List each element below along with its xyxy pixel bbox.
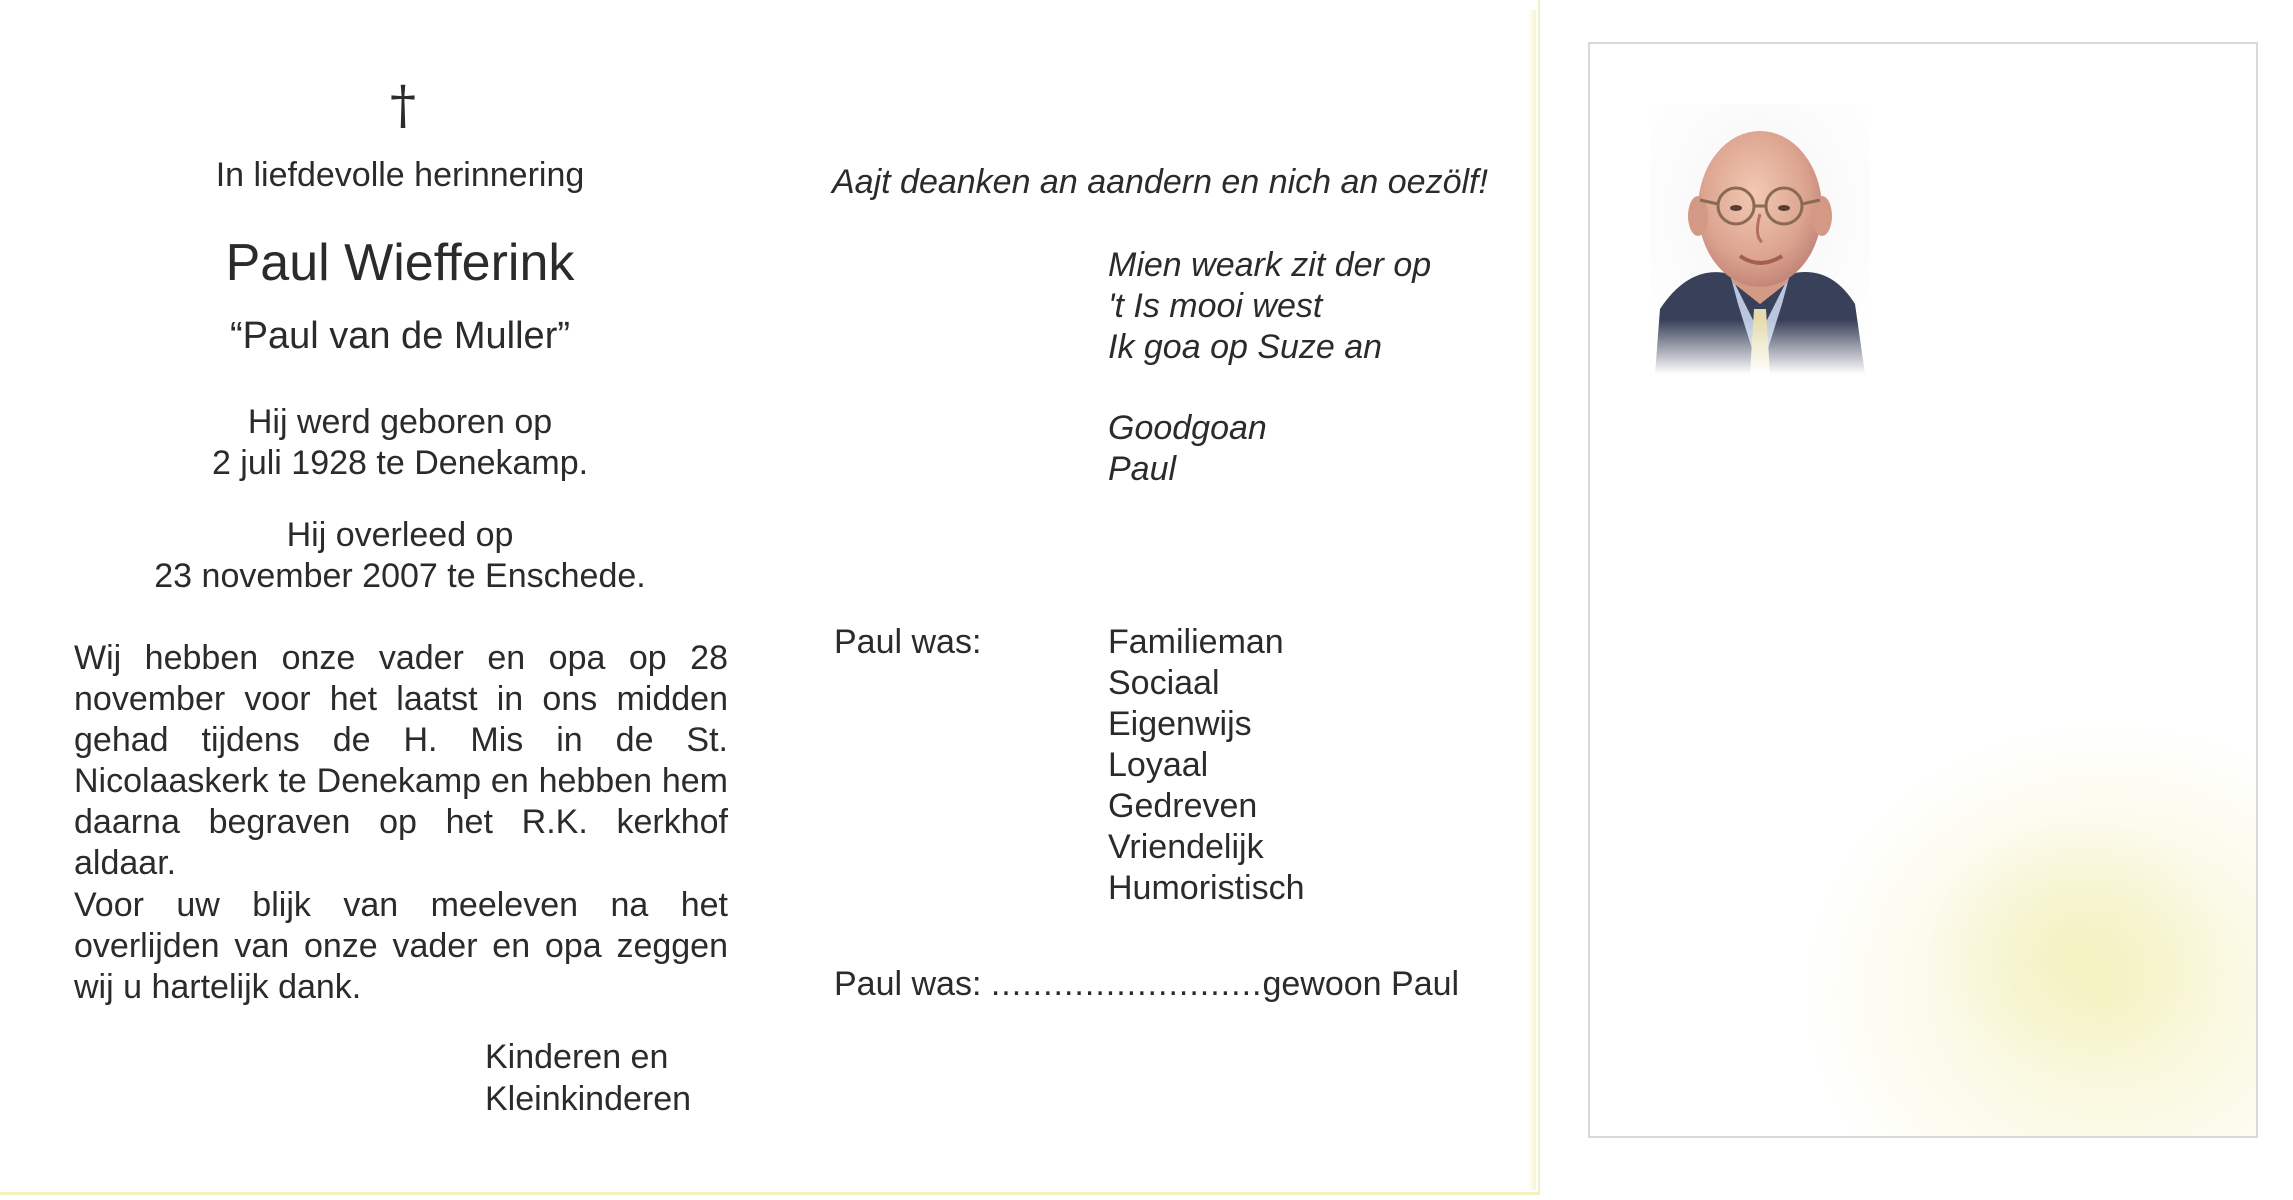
thanks-paragraph: Voor uw blijk van meeleven na het overlijden van onze vader en opa zeggen wij u hartelijk dank. <box>74 886 728 1006</box>
poem <box>1108 245 1528 368</box>
nickname: “Paul van de Muller” <box>229 315 571 357</box>
cross-icon: † <box>390 76 416 136</box>
poem-line: Ik goa op Suze an <box>1108 328 1383 366</box>
motto: Aajt deanken an aandern en nich an oezölf! <box>832 163 1488 201</box>
signature-line-1: Kinderen en <box>485 1038 669 1076</box>
final-dots: .......................... <box>990 965 1263 1003</box>
portrait-photo <box>1650 104 1870 374</box>
death-line-2: 23 november 2007 te Enschede. <box>154 557 646 595</box>
signoff <box>1108 408 1408 490</box>
deceased-name: Paul Wiefferink <box>225 234 575 292</box>
birth-line-1: Hij werd geboren op <box>247 403 553 441</box>
signoff-line: Goodgoan <box>1108 409 1267 447</box>
intro-text: In liefdevolle herinnering <box>215 156 585 194</box>
final-value: gewoon Paul <box>1262 965 1460 1003</box>
signature <box>485 1036 745 1120</box>
flower-background-highlight <box>1926 816 2226 1076</box>
traits-list <box>1108 622 1304 909</box>
final-line <box>834 964 1459 1005</box>
trait-item: Loyaal <box>1108 746 1209 784</box>
poem-line: 't Is mooi west <box>1108 287 1323 325</box>
front-cover <box>1588 42 2258 1138</box>
trait-item: Gedreven <box>1108 787 1258 825</box>
birth-line-2: 2 juli 1928 te Denekamp. <box>211 444 589 482</box>
trait-item: Vriendelijk <box>1108 828 1264 866</box>
trait-item: Humoristisch <box>1108 869 1305 907</box>
signoff-line: Paul <box>1108 450 1177 488</box>
death-info <box>100 515 700 597</box>
funeral-paragraph: Wij hebben onze vader en opa op 28 november voor het laatst in ons midden gehad tijdens de H. Mis in de St. Nicolaaskerk te Denekamp en hebben hem daarna begraven op het R.K. kerkhof aldaar. <box>74 639 728 882</box>
final-label: Paul was: <box>834 965 982 1003</box>
signature-line-2: Kleinkinderen <box>485 1080 692 1118</box>
traits-label: Paul was: <box>834 623 982 661</box>
fold-line <box>1528 10 1536 1190</box>
trait-item: Familieman <box>1108 623 1284 661</box>
trait-item: Eigenwijs <box>1108 705 1252 743</box>
poem-line: Mien weark zit der op <box>1108 246 1432 284</box>
death-line-1: Hij overleed op <box>286 516 514 554</box>
trait-item: Sociaal <box>1108 664 1220 702</box>
birth-info <box>150 402 650 484</box>
